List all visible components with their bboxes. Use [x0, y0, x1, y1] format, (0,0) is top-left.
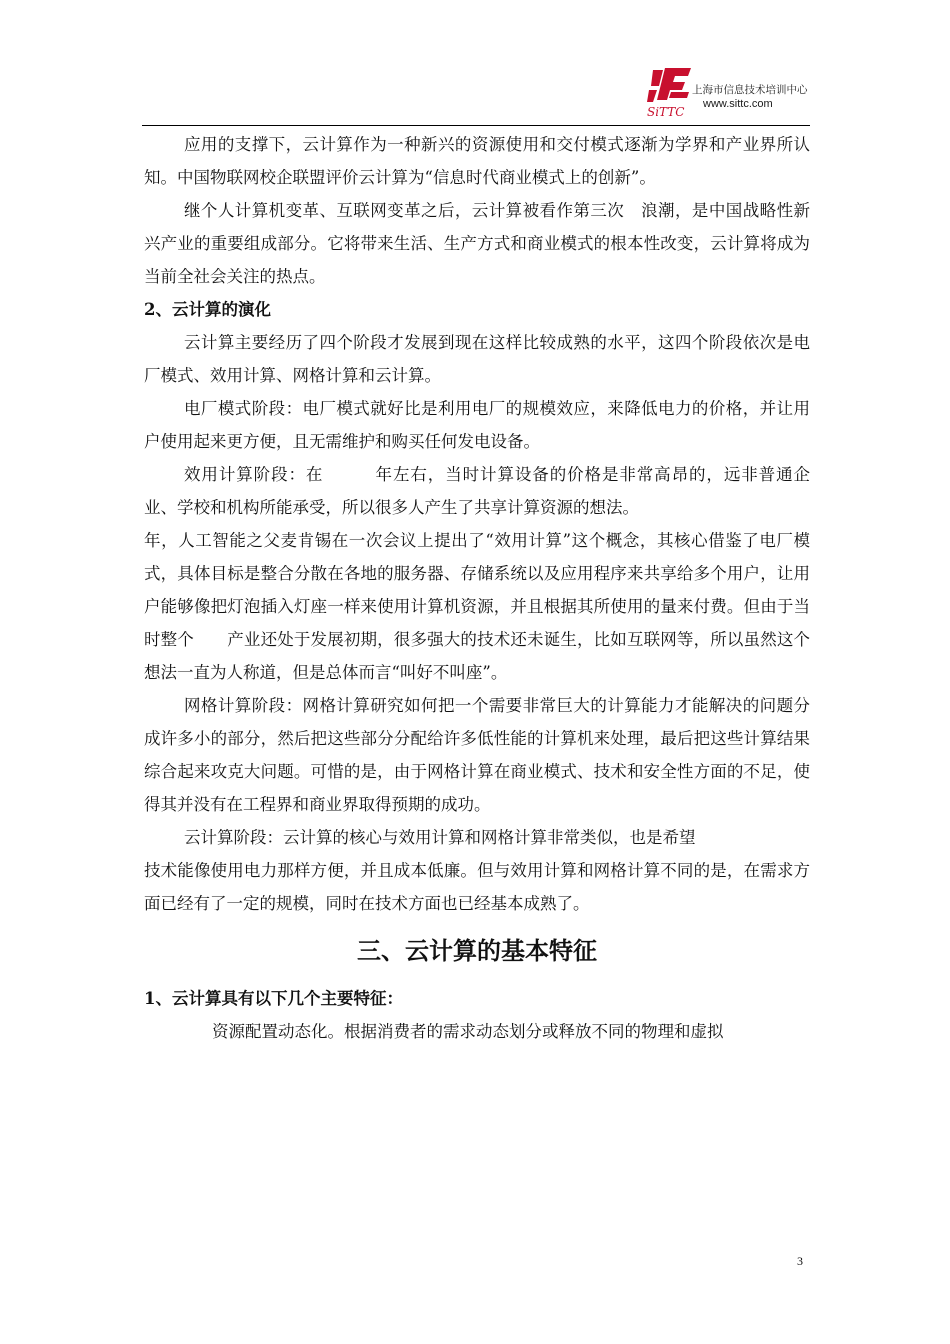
section-heading-features: 1、云计算具有以下几个主要特征：: [144, 989, 403, 1008]
page-number: 3: [797, 1254, 803, 1268]
section-heading-evolution: 2、云计算的演化: [144, 300, 271, 319]
sittc-logo: [645, 66, 815, 126]
paragraph-grid-stage: 网格计算阶段：网格计算研究如何把一个需要非常巨大的计算能力才能解决的问题分成许多小的部分，然后把这些部分分配给许多低性能的计算机来处理，最后把这些计算结果综合起来攻克大问题。可惜的是，由于网格计算在商业模式、技术和安全性方面的不足，使得其并没有在工程界和商业界取得预期的成功。: [144, 696, 810, 814]
paragraph-utility-stage: 效用计算阶段：在 年左右，当时计算设备的价格是非常高昂的，远非普通企业、学校和机构所能承受，所以很多人产生了共享计算资源的想法。: [144, 465, 810, 517]
sittc-logo-icon: [645, 66, 697, 118]
logo-letters: SiTTC: [647, 105, 685, 118]
document-body: [144, 128, 810, 1048]
paragraph-cloud-stage-continued: 技术能像使用电力那样方便，并且成本低廉。但与效用计算和网格计算不同的是，在需求方面已经有了一定的规模，同时在技术方面也已经基本成熟了。: [144, 861, 810, 913]
chapter-heading-characteristics: 三、云计算的基本特征: [357, 936, 597, 965]
paragraph-cloud-recognition: 应用的支撑下，云计算作为一种新兴的资源使用和交付模式逐渐为学界和产业界所认知。中国物联网校企联盟评价云计算为“信息时代商业模式上的创新”。: [144, 135, 810, 187]
paragraph-dynamic-allocation: 资源配置动态化。根据消费者的需求动态划分或释放不同的物理和虚拟: [212, 1022, 724, 1041]
logo-website: www.sittc.com: [703, 98, 773, 110]
header-divider: [142, 125, 810, 126]
paragraph-four-stages: 云计算主要经历了四个阶段才发展到现在这样比较成熟的水平，这四个阶段依次是电厂模式、效用计算、网格计算和云计算。: [144, 333, 810, 385]
paragraph-cloud-stage: 云计算阶段：云计算的核心与效用计算和网格计算非常类似，也是希望: [184, 828, 696, 847]
paragraph-third-wave: 继个人计算机变革、互联网变革之后，云计算被看作第三次 浪潮，是中国战略性新兴产业的重要组成部分。它将带来生活、生产方式和商业模式的根本性改变，云计算将成为当前全社会关注的热点。: [144, 201, 810, 286]
paragraph-utility-computing-concept: 年，人工智能之父麦肯锡在一次会议上提出了“效用计算”这个概念，其核心借鉴了电厂模式，具体目标是整合分散在各地的服务器、存储系统以及应用程序来共享给多个用户，让用户能够像把灯泡插入灯座一样来使用计算机资源，并且根据其所使用的量来付费。但由于当时整个 产业还处于发展初期，很多强大的技术还未诞生，比如互联网等，所以虽然这个想法一直为人称道，但是总体而言“叫好不叫座”。: [144, 531, 810, 682]
paragraph-power-plant-stage: 电厂模式阶段：电厂模式就好比是利用电厂的规模效应，来降低电力的价格，并让用户使用起来更方便，且无需维护和购买任何发电设备。: [144, 399, 810, 451]
logo-org-name: 上海市信息技术培训中心: [692, 84, 808, 96]
